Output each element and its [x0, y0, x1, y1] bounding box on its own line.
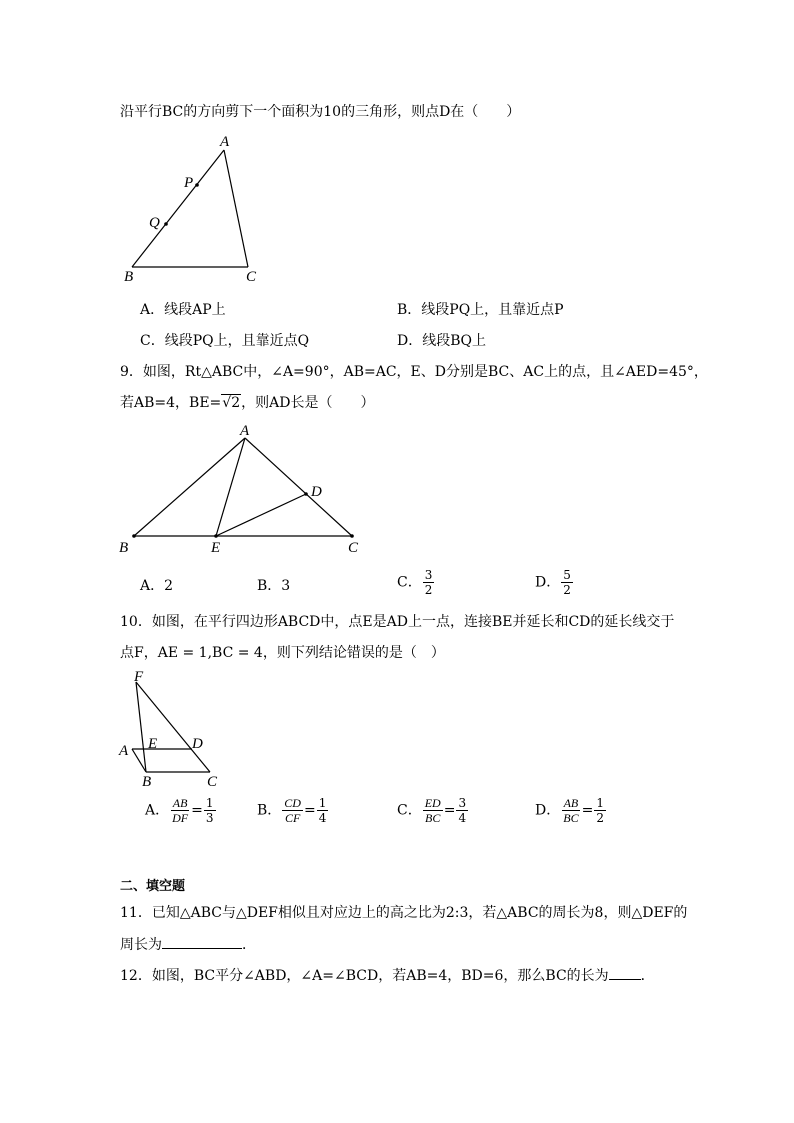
- fraction-denominator: BC: [425, 811, 441, 825]
- fraction-numerator: 1: [318, 796, 327, 810]
- q10-label-d: D: [192, 736, 203, 752]
- q9-label-c: C: [348, 540, 359, 556]
- q12-answer-blank[interactable]: [609, 965, 641, 980]
- q10-option-c-prefix: C．: [397, 802, 422, 819]
- q8-option-a[interactable]: A．线段AP上: [140, 302, 226, 318]
- q10-option-a[interactable]: A． $\frac{AB}{DF}$ = $\frac{1}{3}$: [145, 796, 214, 825]
- q9-line2: [120, 393, 374, 413]
- q9-option-b[interactable]: B．3: [257, 578, 291, 594]
- fraction-denominator: 4: [318, 811, 327, 825]
- q9-sqrt-value: √2: [222, 395, 241, 411]
- q9-option-c-prefix: C．: [397, 574, 422, 591]
- fraction-denominator: CF: [284, 811, 301, 825]
- fraction-denominator: 2: [563, 583, 571, 597]
- q8-option-d[interactable]: D．线段BQ上: [397, 333, 486, 349]
- q10-option-a-prefix: A．: [145, 802, 170, 819]
- q10-line1: 10．如图，在平行四边形ABCD中，点E是AD上一点，连接BE并延长和CD的延长线交于: [120, 614, 675, 630]
- q11-answer-blank[interactable]: [162, 934, 242, 949]
- q8-label-q: Q: [149, 215, 160, 231]
- fraction-numerator: 1: [596, 796, 604, 810]
- q8-option-b[interactable]: B．线段PQ上，且靠近点P: [397, 302, 564, 318]
- q12-line-text: 12．如图，BC平分∠ABD，∠A=∠BCD，若AB=4，BD=6，那么BC的长为: [120, 968, 609, 984]
- fraction-denominator: 2: [596, 811, 604, 825]
- fraction-denominator: 3: [205, 811, 214, 825]
- q11-line1: 11．已知△ABC与△DEF相似且对应边上的高之比为2:3，若△ABC的周长为8，则△DEF的: [120, 905, 688, 921]
- q9-line2-pre: 若AB=4，BE=: [120, 395, 222, 411]
- q10-option-a-rhs: [204, 796, 216, 825]
- q8-option-c[interactable]: C．线段PQ上，且靠近点Q: [140, 333, 310, 349]
- q8-label-c: C: [246, 269, 257, 285]
- q10-option-b-prefix: B．: [257, 802, 282, 819]
- q9-option-d[interactable]: [535, 568, 574, 597]
- q8-label-p: P: [184, 175, 194, 191]
- q9-option-c-fraction: [423, 568, 435, 597]
- fraction-denominator: 2: [424, 583, 433, 597]
- q10-label-b: B: [142, 774, 152, 790]
- q10-option-b-rhs: [317, 796, 329, 825]
- q10-option-d-prefix: D．: [535, 802, 561, 819]
- section-title: 二、填空题: [120, 879, 186, 894]
- q9-label-d: D: [311, 484, 322, 500]
- q10-label-c: C: [207, 774, 218, 790]
- q10-label-e: E: [148, 736, 158, 752]
- q9-line1: 9．如图，Rt△ABC中，∠A=90°，AB=AC，E、D分别是BC、AC上的点，且∠AED=45°，: [120, 364, 708, 380]
- fraction-numerator: AB: [172, 796, 188, 810]
- q12-line: 12．如图，BC平分∠ABD，∠A=∠BCD，若AB=4，BD=6，那么BC的长为 ．: [120, 965, 655, 986]
- q9-option-d-prefix: D．: [535, 574, 561, 591]
- fraction-denominator: DF: [172, 811, 189, 825]
- q8-label-b: B: [124, 269, 134, 285]
- q9-triangle-figure: [112, 420, 372, 562]
- fraction-denominator: BC: [563, 811, 579, 825]
- fraction-numerator: ED: [424, 796, 441, 810]
- q9-option-c[interactable]: [397, 568, 435, 597]
- q10-option-d-rhs: [594, 796, 606, 825]
- fraction-numerator: 5: [563, 568, 571, 582]
- q10-option-c-lhs: [423, 796, 443, 825]
- fraction-numerator: 1: [205, 796, 214, 810]
- fraction-numerator: AB: [563, 796, 579, 810]
- fraction-numerator: 3: [458, 796, 467, 810]
- q10-option-c[interactable]: C． $\frac{ED}{BC}$ = $\frac{3}{4}$: [397, 796, 467, 825]
- q10-option-b[interactable]: B． $\frac{CD}{CF}$ = $\frac{1}{4}$: [257, 796, 327, 825]
- q11-line2: 周长为 ．: [120, 934, 256, 955]
- q10-label-a: A: [119, 743, 129, 759]
- q9-label-e: E: [211, 540, 221, 556]
- q8-label-a: A: [220, 134, 230, 150]
- q9-option-d-fraction: [561, 568, 573, 597]
- q9-option-a[interactable]: A．2: [140, 578, 174, 594]
- q9-label-b: B: [119, 540, 129, 556]
- q8-stem: 沿平行BC的方向剪下一个面积为10的三角形，则点D在（ ）: [120, 104, 521, 120]
- q10-option-c-rhs: [456, 796, 468, 825]
- q10-label-f: F: [134, 669, 144, 685]
- q9-line2-post: ，则AD长是（ ）: [241, 395, 375, 411]
- q10-option-a-lhs: [170, 796, 190, 825]
- q8-triangle-figure: [118, 128, 278, 288]
- q10-parallelogram-figure: [116, 668, 226, 790]
- fraction-numerator: 3: [424, 568, 433, 582]
- q10-option-d[interactable]: D． $\frac{AB}{BC}$ = $\frac{1}{2}$: [535, 796, 604, 825]
- q11-line2-text: 周长为: [120, 937, 162, 953]
- q10-option-b-lhs: [282, 796, 303, 825]
- q9-label-a: A: [240, 423, 250, 439]
- q10-option-d-lhs: [561, 796, 580, 825]
- fraction-numerator: CD: [284, 796, 301, 810]
- fraction-denominator: 4: [458, 811, 467, 825]
- q10-line2: 点F，AE = 1,BC = 4，则下列结论错误的是（ ）: [120, 645, 445, 661]
